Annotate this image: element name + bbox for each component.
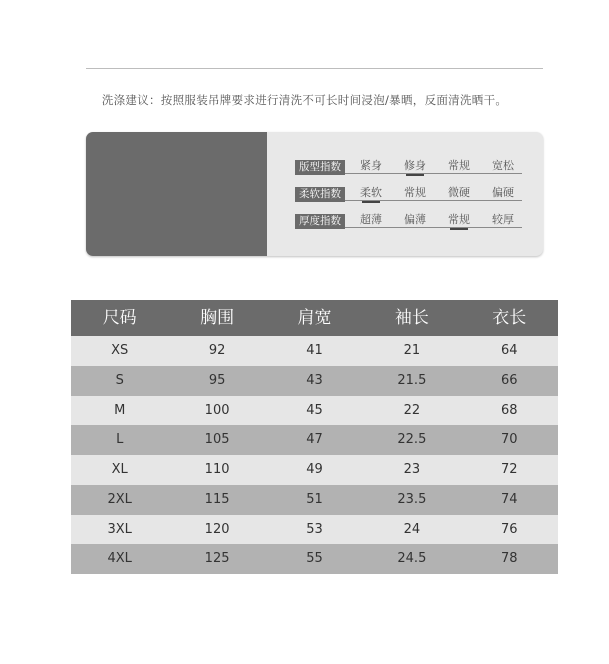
index-option: 柔软 bbox=[351, 186, 391, 200]
header-cell: 袖长 bbox=[394, 308, 429, 328]
table-cell: XS bbox=[111, 343, 129, 358]
header-cell: 胸围 bbox=[200, 308, 235, 328]
table-cell: 78 bbox=[500, 551, 518, 567]
table-cell: 22 bbox=[403, 402, 421, 418]
index-option: 微硬 bbox=[448, 186, 470, 199]
index-option: 偏硬 bbox=[492, 186, 514, 199]
size-table-body bbox=[71, 336, 558, 574]
table-cell: 3XL bbox=[107, 521, 132, 537]
table-cell: 72 bbox=[500, 462, 518, 477]
table-cell: 21.5 bbox=[397, 372, 427, 388]
table-row bbox=[71, 396, 558, 426]
table-row bbox=[71, 485, 558, 515]
table-cell: 64 bbox=[500, 343, 518, 358]
table-cell: 68 bbox=[500, 402, 518, 418]
table-cell: 115 bbox=[204, 491, 230, 507]
size-table bbox=[71, 300, 558, 574]
table-cell: M bbox=[114, 402, 126, 418]
table-cell: 23.5 bbox=[397, 491, 427, 507]
table-cell: 47 bbox=[306, 432, 323, 448]
top-divider bbox=[86, 68, 543, 69]
table-cell: 2XL bbox=[107, 491, 132, 507]
index-option: 修身 bbox=[395, 159, 435, 173]
index-option: 较厚 bbox=[492, 213, 514, 226]
index-scale-line bbox=[345, 227, 522, 228]
table-cell: 24.5 bbox=[397, 551, 427, 567]
table-cell: 23 bbox=[403, 462, 421, 477]
header-cell: 尺码 bbox=[102, 308, 137, 328]
index-option: 超薄 bbox=[360, 213, 382, 226]
index-option: 常规 bbox=[439, 213, 479, 227]
table-cell: 95 bbox=[208, 372, 226, 388]
index-label: 版型指数 bbox=[295, 160, 345, 175]
table-cell: 74 bbox=[500, 491, 518, 507]
table-cell: 92 bbox=[208, 343, 226, 358]
table-cell: 51 bbox=[306, 491, 323, 507]
table-cell: 21 bbox=[403, 343, 421, 358]
table-row bbox=[71, 366, 558, 396]
index-label: 柔软指数 bbox=[295, 187, 345, 202]
fabric-index-card bbox=[86, 132, 543, 256]
table-cell: 70 bbox=[500, 432, 518, 448]
index-option: 宽松 bbox=[492, 159, 514, 172]
header-cell: 肩宽 bbox=[297, 308, 332, 328]
table-cell: 4XL bbox=[107, 551, 132, 567]
table-cell: 53 bbox=[306, 521, 323, 537]
table-cell: 43 bbox=[306, 372, 323, 388]
table-cell: 100 bbox=[204, 402, 230, 418]
table-row bbox=[71, 425, 558, 455]
table-cell: 45 bbox=[306, 402, 323, 418]
table-cell: 41 bbox=[306, 343, 323, 358]
header-cell: 衣长 bbox=[492, 308, 527, 328]
index-option: 常规 bbox=[448, 159, 470, 172]
index-option: 偏薄 bbox=[404, 213, 426, 226]
table-cell: 24 bbox=[403, 521, 421, 537]
table-cell: L bbox=[116, 432, 124, 448]
table-row bbox=[71, 544, 558, 574]
index-option: 常规 bbox=[404, 186, 426, 199]
size-table-header bbox=[71, 300, 558, 336]
table-cell: 22.5 bbox=[397, 432, 427, 448]
table-row bbox=[71, 336, 558, 366]
product-photo bbox=[86, 132, 267, 256]
table-cell: 125 bbox=[204, 551, 230, 567]
table-cell: 76 bbox=[500, 521, 518, 537]
table-row bbox=[71, 515, 558, 545]
table-cell: 55 bbox=[306, 551, 323, 567]
table-cell: 66 bbox=[500, 372, 518, 388]
table-cell: 105 bbox=[204, 432, 230, 448]
table-cell: XL bbox=[111, 462, 128, 477]
care-instructions: 洗涤建议：按照服装吊牌要求进行清洗不可长时间浸泡/暴晒，反面清洗晒干。 bbox=[101, 93, 508, 107]
table-cell: S bbox=[115, 372, 124, 388]
table-row bbox=[71, 455, 558, 485]
index-label: 厚度指数 bbox=[295, 214, 345, 229]
index-scale-line bbox=[345, 173, 522, 174]
table-cell: 110 bbox=[204, 462, 230, 477]
table-cell: 49 bbox=[306, 462, 323, 477]
index-option: 紧身 bbox=[360, 159, 382, 172]
table-cell: 120 bbox=[204, 521, 230, 537]
